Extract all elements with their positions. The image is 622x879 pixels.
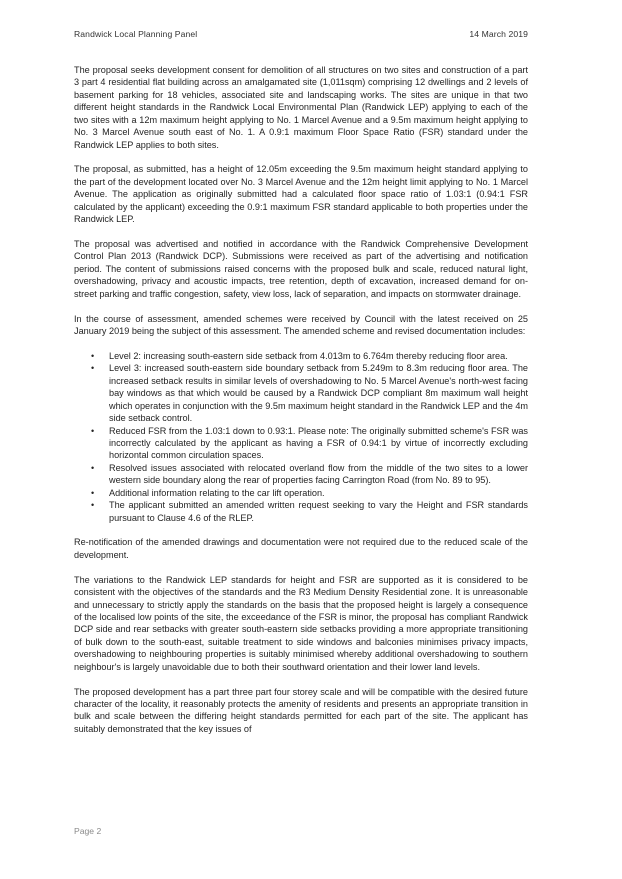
document-body	[74, 64, 528, 748]
page-header	[74, 29, 528, 39]
paragraph-2: The proposal, as submitted, has a height of 12.05m exceeding the 9.5m maximum height standard applying to the part of the development located over No. 3 Marcel Avenue and the 12m height limit applying to No. 1 Marcel Avenue. The application as originally submitted had a calculated floor space ratio of 1.03:1 (0.94:1 FSR calculated by the applicant) exceeding the 0.9:1 maximum FSR standard applicable to both properties under the Randwick LEP.	[74, 164, 528, 225]
list-item: • Reduced FSR from the 1.03:1 down to 0.93:1. Please note: The originally submitted scheme's FSR was incorrectly calculated by the applicant as having a FSR of 0.94:1 by virtue of incorrectly excluding horizontal common circulation spaces.	[109, 425, 528, 462]
paragraph-5: Re-notification of the amended drawings and documentation were not required due to the reduced scale of the development.	[74, 537, 528, 560]
amendments-list	[74, 350, 528, 524]
paragraph-7: The proposed development has a part three part four storey scale and will be compatible with the desired future character of the locality, it reasonably protects the amenity of residents and presents an appropriate transition in bulk and scale between the differing height standards permitted for each part of the site. The applicant has suitably demonstrated that the key issues of	[74, 686, 528, 734]
list-item: • Level 3: increased south-eastern side boundary setback from 5.249m to 8.3m reducing floor area. The increased setback results in similar levels of overshadowing to No. 5 Marcel Avenue's north-west facing bay windows as that which would be caused by a Randwick DCP compliant 8m maximum wall height which operates in conjunction with the 9.5m maximum height standard in the Randwick LEP and the 4m side setback control.	[109, 362, 528, 424]
paragraph-4: In the course of assessment, amended schemes were received by Council with the latest received on 25 January 2019 being the subject of this assessment. The amended scheme and revised documentation includes:	[74, 313, 528, 337]
list-item: • The applicant submitted an amended written request seeking to vary the Height and FSR standards pursuant to Clause 4.6 of the RLEP.	[109, 499, 528, 524]
header-panel-name: Randwick Local Planning Panel	[74, 29, 198, 39]
paragraph-1: The proposal seeks development consent for demolition of all structures on two sites and construction of a part 3 part 4 residential flat building across an amalgamated site (1,011sqm) comprising 12 dwellings and 2 levels of basement parking for 18 vehicles, associated site and landscaping works. The sites are unique in that two different height standards in the Randwick Local Environmental Plan (Randwick LEP) applying to each of the two sites with a 12m maximum height applying to No. 1 Marcel Avenue and a 9.5m maximum height applying to No. 3 Marcel Avenue south east of No. 1. A 0.9:1 maximum Floor Space Ratio (FSR) standard under the Randwick LEP applies to both sites.	[74, 65, 528, 150]
list-item: • Level 2: increasing south-eastern side setback from 4.013m to 6.764m thereby reducing floor area.	[109, 350, 528, 362]
list-item: • Resolved issues associated with relocated overland flow from the middle of the two sites to a lower western side boundary along the rear of properties facing Carrington Road (from No. 89 to 95).	[109, 462, 528, 487]
page-number: Page 2	[74, 826, 102, 836]
list-item: • Additional information relating to the car lift operation.	[109, 487, 528, 499]
header-date: 14 March 2019	[469, 29, 528, 39]
paragraph-3: The proposal was advertised and notified in accordance with the Randwick Comprehensive Development Control Plan 2013 (Randwick DCP). Submissions were received as part of the advertising and notification period. The content of submissions raised concerns with the proposed bulk and scale, reduced natural light, overshadowing, privacy and acoustic impacts, tree retention, depth of excavation, increased demand for on-street parking and traffic congestion, safety, view loss, lack of separation, and impacts on stormwater drainage.	[74, 239, 528, 299]
paragraph-6: The variations to the Randwick LEP standards for height and FSR are supported as it is considered to be consistent with the objectives of the standards and the R3 Medium Density Residential zone. It is unreasonable and unnecessary to strictly apply the standards on the basis that the proposed height is largely a consequence of the localised low points of the site, the exceedance of the FSR is minor, the proposal has compliant Randwick DCP side and rear setbacks with greater south-eastern side setbacks providing a more appropriate transitioning of bulk down to the south-east, suitable treatment to side windows and balconies minimises privacy impacts, overshadowing to neighbouring properties is suitably minimised whereby additional overshadowing to southern neighbour's is largely unavoidable due to both their southward orientation and their lower land levels.	[74, 574, 528, 672]
